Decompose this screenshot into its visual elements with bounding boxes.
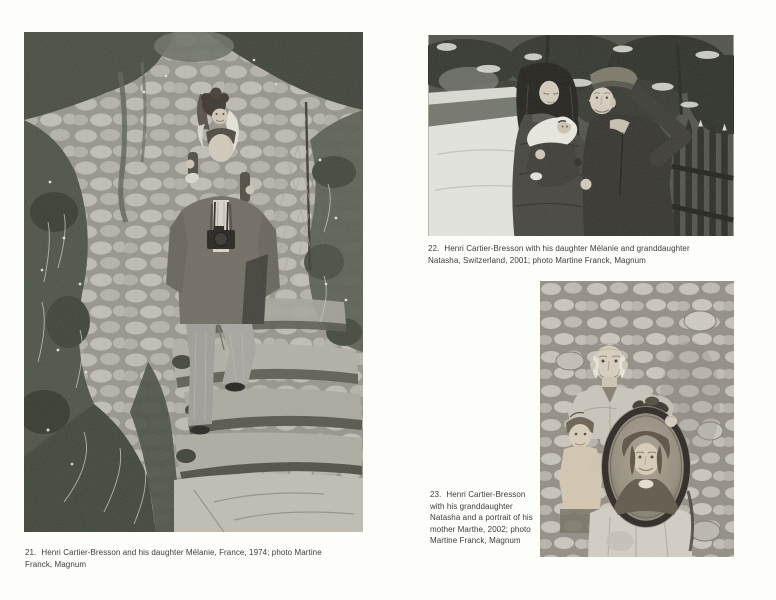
photo-22-image — [428, 35, 734, 236]
figure-21-caption-text: Henri Cartier-Bresson and his daughter Mélanie, France, 1974; photo Martine Franck, Magnum — [25, 548, 322, 569]
photo-woman-baby-and-man-in-snow — [428, 35, 734, 236]
figure-23-number: 23. — [430, 490, 442, 499]
figure-22-caption — [428, 243, 720, 266]
figure-22-number: 22. — [428, 244, 440, 253]
figure-23-caption-text: Henri Cartier-Bresson with his granddaughter Natasha and a portrait of his mother Marthe, 2002; photo Martine Franck, Magnum — [430, 490, 533, 545]
figure-23-caption — [430, 489, 534, 547]
photo-21-image — [24, 32, 363, 532]
photo-man-holding-oval-portrait-with-child — [540, 281, 734, 557]
figure-21-number: 21. — [25, 548, 37, 557]
figure-21-caption — [25, 547, 339, 570]
photo-23-image — [540, 281, 734, 557]
photo-man-with-child-on-shoulders-stone-steps — [24, 32, 363, 532]
figure-22-caption-text: Henri Cartier-Bresson with his daughter Mélanie and granddaughter Natasha, Switzerland, 2001; photo Martine Franck, Magnum — [428, 244, 690, 265]
